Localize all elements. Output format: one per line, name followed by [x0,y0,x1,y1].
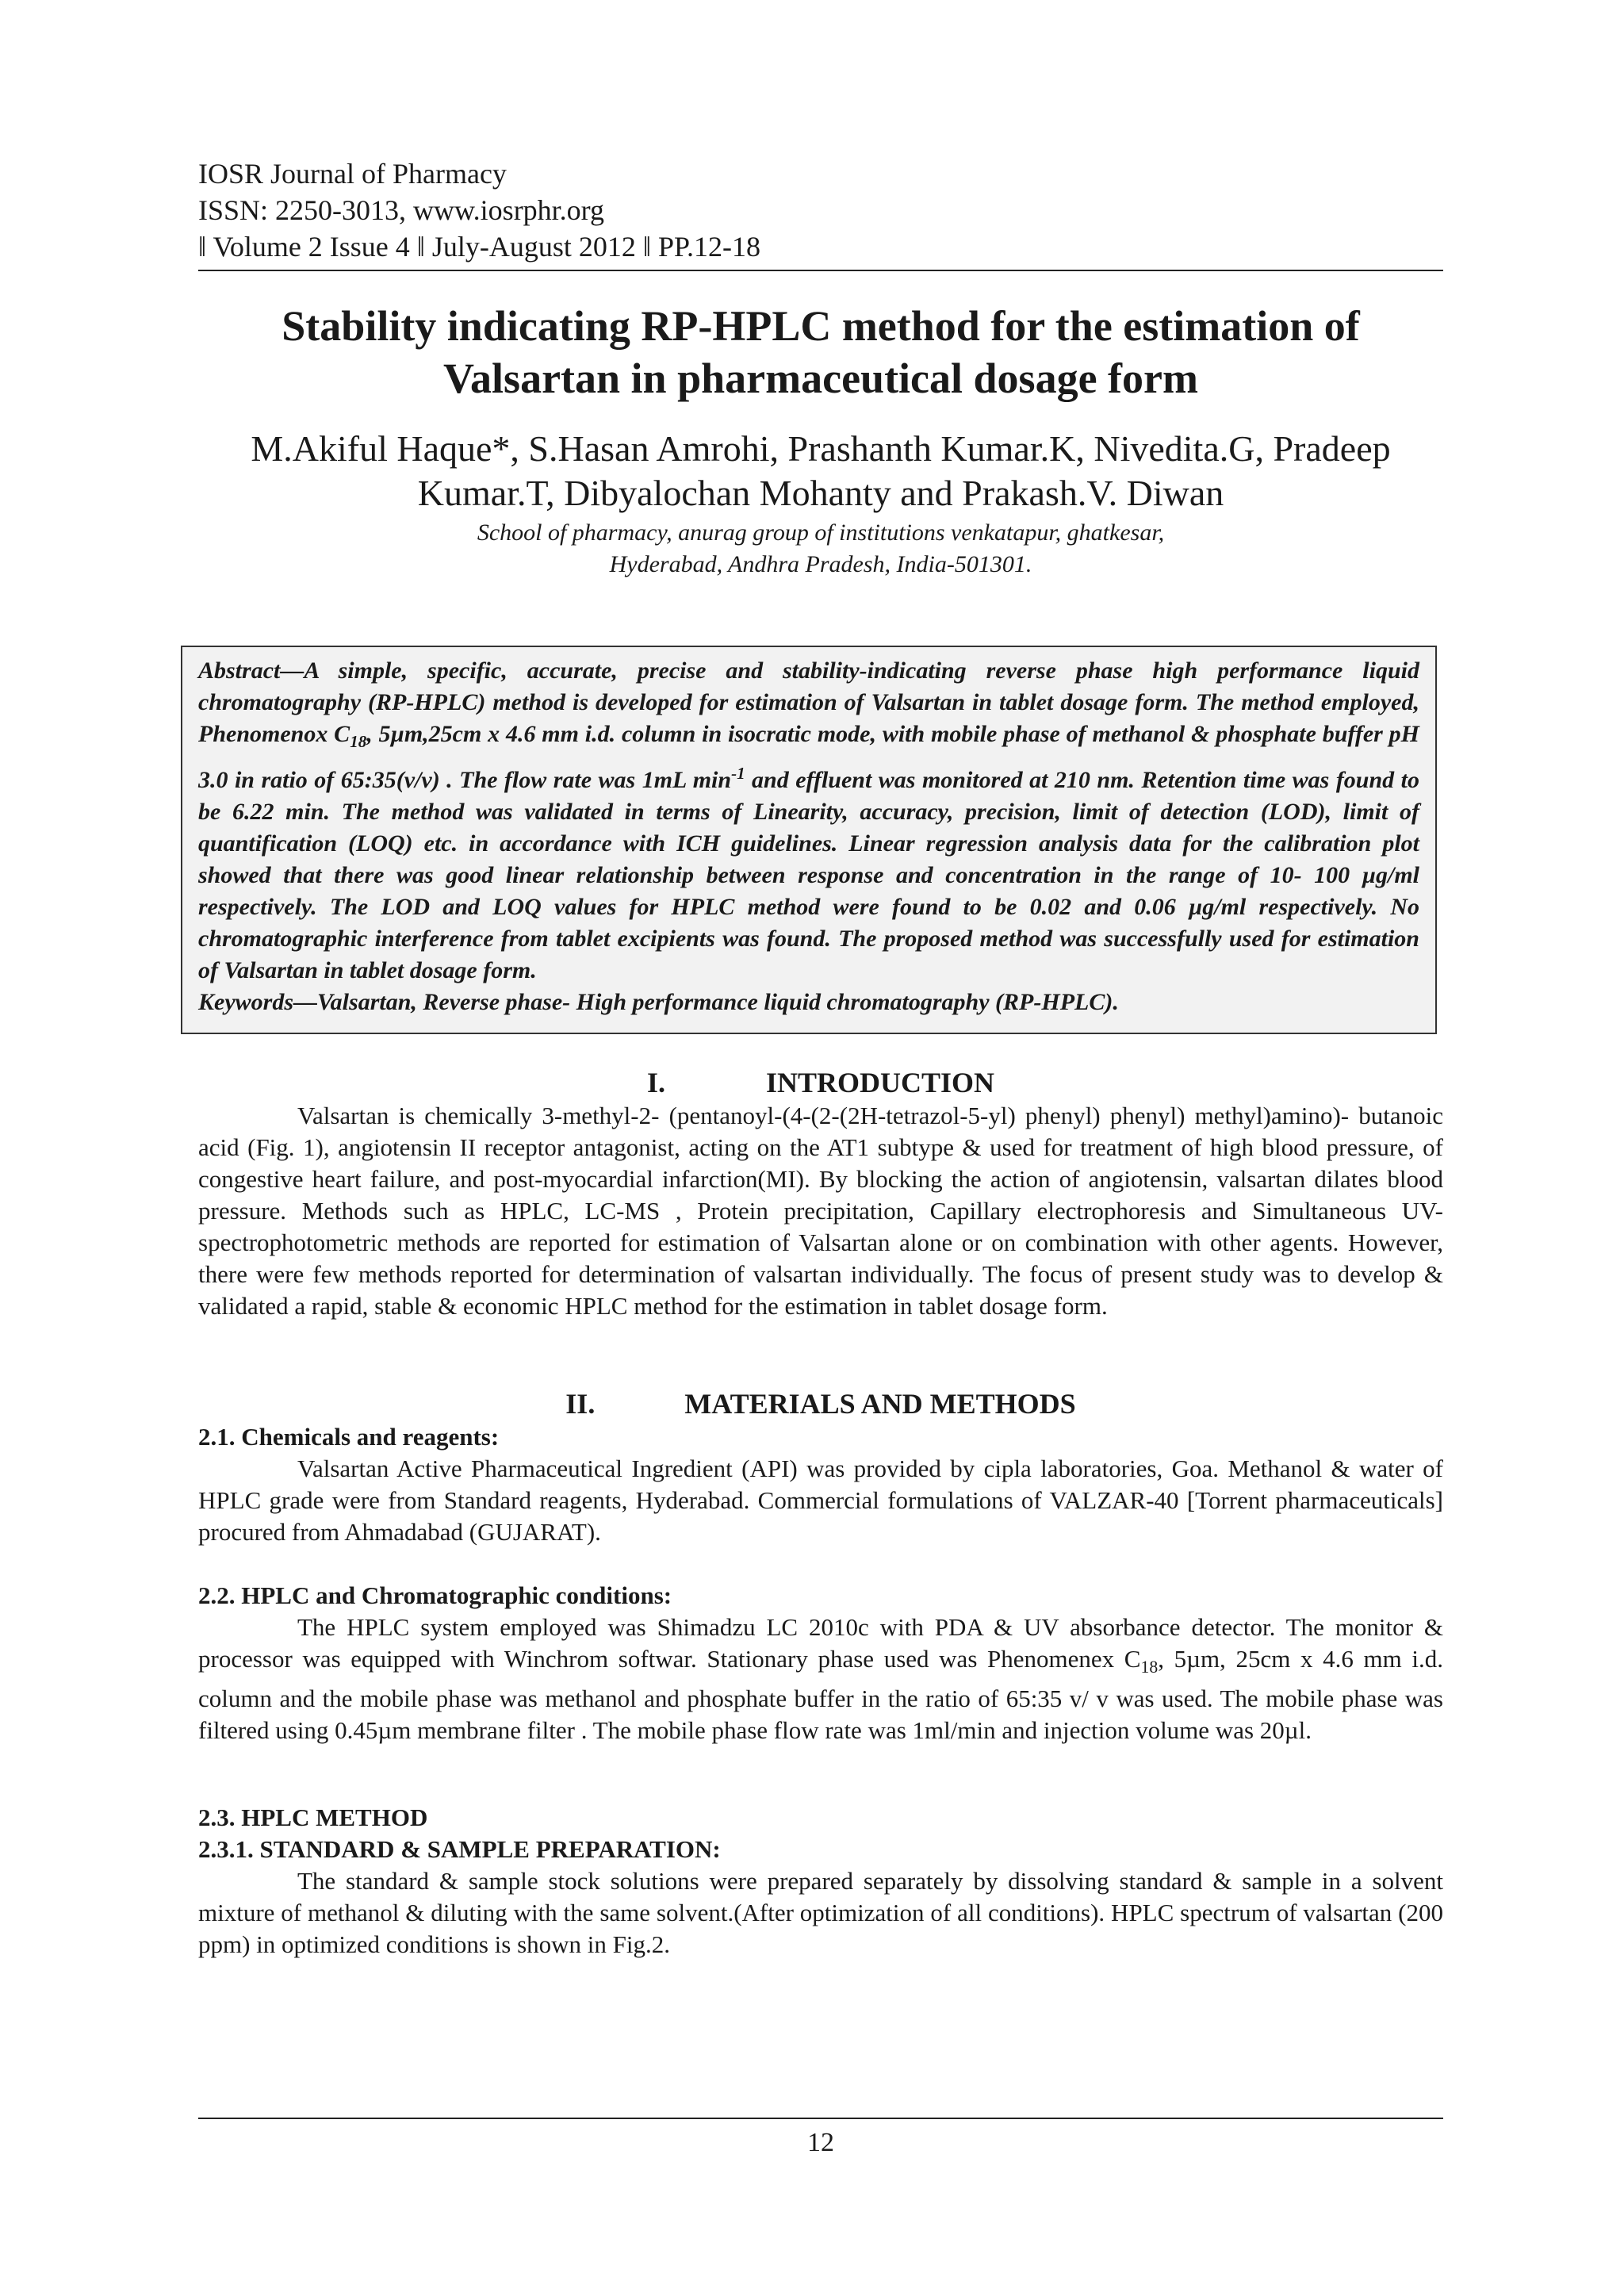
abstract-box [181,646,1437,1034]
abstract-part-3: and effluent was monitored at 210 nm. Retention time was found to be 6.22 min. The method was validated in terms of Linearity, accuracy, precision, limit of detection (LOD), limit of quantification (LOQ) etc. in accordance with ICH guidelines. Linear regression analysis data for the calibration plot showed that there was good linear relationship between response and concentration in the range of 10- 100 µg/ml respectively. The LOD and LOQ values for HPLC method were found to be 0.02 and 0.06 µg/ml respectively. No chromatographic interference from tablet excipients was found. The proposed method was successfully used for estimation of Valsartan in tablet dosage form. [198,767,1419,983]
section-heading-materials [198,1386,1443,1421]
page-number: 12 [807,2128,834,2157]
abstract-text [198,655,1419,987]
section-title: INTRODUCTION [765,1067,995,1098]
paper-title [198,300,1443,404]
subsection-heading-2-1: 2.1. Chemicals and reagents: [198,1423,500,1451]
title-line-1: Stability indicating RP-HPLC method for the estimation of [282,302,1360,350]
author-list [198,427,1443,516]
paragraph-2-2-text-a: The HPLC system employed was Shimadzu LC 2010c with PDA & UV absorbance detector. The monitor & processor was equipped with Winchrom softwar. Stationary phase used was Phenomenex C [198,1613,1443,1673]
subsection-heading-2-3-1: 2.3.1. STANDARD & SAMPLE PREPARATION: [198,1835,721,1863]
title-line-2: Valsartan in pharmaceutical dosage form [443,355,1198,402]
subsection-heading-2-3: 2.3. HPLC METHOD [198,1803,428,1831]
paragraph-2-1-text: Valsartan Active Pharmaceutical Ingredient (API) was provided by cipla laboratories, Goa. Methanol & water of HPLC grade were from Standard reagents, Hyderabad. Commercial formulations of VALZAR-40 [Torrent pharmaceuticals] procured from Ahmadabad (GUJARAT). [198,1455,1443,1546]
footer-rule [198,2118,1443,2119]
paragraph-2-2 [198,1612,1443,1746]
journal-header [198,155,1443,265]
abstract-subscript: 18 [350,732,367,751]
section-number: I. [646,1067,665,1098]
abstract-part-2: , 5µm,25cm x 4.6 mm i.d. column in isocratic mode, with mobile phase of methanol & phosphate buffer pH 3.0 in ratio of 65:35(v/v) . The flow rate was 1mL min [198,721,1419,793]
paragraph-2-2-subscript: 18 [1140,1658,1159,1677]
introduction-text: Valsartan is chemically 3-methyl-2- (pentanoyl-(4-(2-(2H-tetrazol-5-yl) phenyl) phenyl) methyl)amino)- butanoic acid (Fig. 1), angiotensin II receptor antagonist, acting on the AT1 subtype & used for treatment of high blood pressure, of congestive heart failure, and post-myocardial infarction(MI). By blocking the action of angiotensin, valsartan dilates blood pressure. Methods such as HPLC, LC-MS , Protein precipitation, Capillary electrophoresis and Simultaneous UV-spectrophotometric methods are reported for estimation of Valsartan alone or on combination with other agents. However, there were few methods reported for determination of valsartan individually. The focus of present study was to develop & validated a rapid, stable & economic HPLC method for the estimation in tablet dosage form. [198,1102,1443,1320]
subsection-heading-2-2: 2.2. HPLC and Chromatographic conditions: [198,1581,672,1609]
paragraph-2-3-1-text: The standard & sample stock solutions were prepared separately by dissolving standard & sample in a solvent mixture of methanol & diluting with the same solvent.(After optimization of all conditions). HPLC spectrum of valsartan (200 ppm) in optimized conditions is shown in Fig.2. [198,1867,1443,1958]
paragraph-2-3-1 [198,1865,1443,1961]
header-rule [198,270,1443,271]
journal-volume: ǁ Volume 2 Issue 4 ǁ July-August 2012 ǁ PP.12-18 [198,231,761,263]
section-title: MATERIALS AND METHODS [684,1388,1076,1420]
authors-line-1: M.Akiful Haque*, S.Hasan Amrohi, Prashanth Kumar.K, Nivedita.G, Pradeep [251,428,1391,469]
abstract-superscript: -1 [731,764,745,783]
paragraph-2-2-text-b: , 5µm, 25cm x 4.6 mm i.d. column and the mobile phase was methanol and phosphate buffer in the ratio of 65:35 v/ v was used. The mobile phase was filtered using 0.45µm membrane filter . The mobile phase flow rate was 1ml/min and injection volume was 20µl. [198,1645,1444,1745]
paragraph-2-1 [198,1453,1443,1548]
section-number: II. [565,1388,596,1420]
journal-issn: ISSN: 2250-3013, www.iosrphr.org [198,194,605,226]
keywords: Keywords—Valsartan, Reverse phase- High performance liquid chromatography (RP-HPLC). [198,989,1119,1015]
affiliation-line-1: School of pharmacy, anurag group of institutions venkatapur, ghatkesar, [477,519,1165,546]
abstract-part-1: Abstract—A simple, specific, accurate, precise and stability-indicating reverse phase high performance liquid chromatography (RP-HPLC) method is developed for estimation of Valsartan in tablet dosage form. The method employed, Phenomenox C [198,657,1419,747]
introduction-paragraph [198,1100,1443,1322]
section-heading-introduction [198,1065,1443,1100]
authors-line-2: Kumar.T, Dibyalochan Mohanty and Prakash.V. Diwan [417,473,1224,513]
affiliation-line-2: Hyderabad, Andhra Pradesh, India-501301. [609,551,1032,577]
journal-name: IOSR Journal of Pharmacy [198,158,507,190]
affiliation [198,517,1443,581]
